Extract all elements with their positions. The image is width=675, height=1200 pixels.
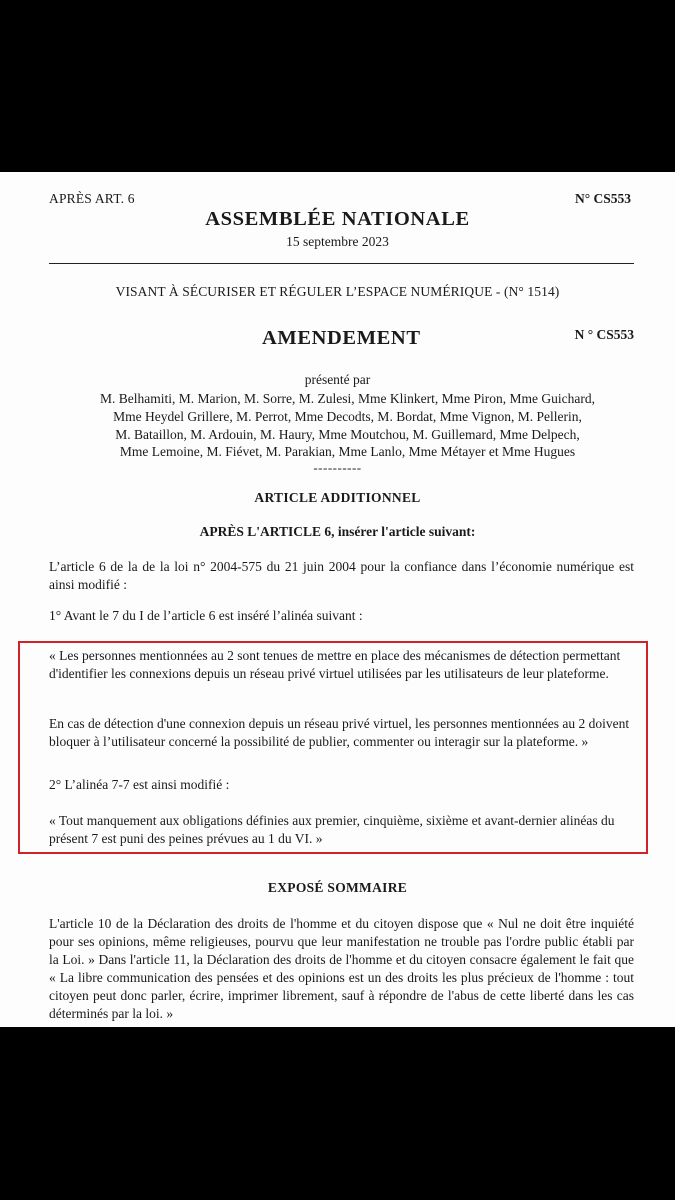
insert-instruction: APRÈS L'ARTICLE 6, insérer l'article suivant: (199, 524, 476, 539)
paragraph-intro: L’article 6 de la de la loi n° 2004-575 du 21 juin 2004 pour la confiance dans l’économie numérique est ainsi modifié : (49, 559, 634, 592)
section-reference: APRÈS ART. 6 (49, 191, 135, 206)
highlight-quote-2: En cas de détection d'une connexion depuis un réseau privé virtuel, les personnes mentionnées au 2 doivent bloquer à l’utilisateur concerné la possibilité de publier, commenter ou interagir sur la plateforme. » (49, 716, 630, 749)
document-date: 15 septembre 2023 (286, 234, 389, 249)
authors-line: Mme Lemoine, M. Fiévet, M. Parakian, Mme Lanlo, Mme Métayer et Mme Hugues (119, 444, 576, 460)
paragraph-1: 1° Avant le 7 du I de l’article 6 est inséré l’alinéa suivant : (49, 608, 363, 623)
authors-list (60, 390, 635, 461)
amendment-title: AMENDEMENT (262, 327, 421, 349)
separator: ---------- (313, 460, 362, 475)
amendment-number-top: N° CS553 (574, 191, 631, 206)
highlight-paragraph-2: 2° L’alinéa 7-7 est ainsi modifié : (49, 777, 230, 792)
bill-subject: VISANT À SÉCURISER ET RÉGULER L’ESPACE NUMÉRIQUE - (N° 1514) (115, 284, 560, 299)
article-heading: ARTICLE ADDITIONNEL (254, 490, 421, 505)
summary-heading: EXPOSÉ SOMMAIRE (267, 880, 408, 895)
presented-by: présenté par (304, 372, 371, 387)
authors-line: M. Bataillon, M. Ardouin, M. Haury, Mme Moutchou, M. Guillemard, Mme Delpech, (115, 426, 580, 442)
highlight-quote-1: « Les personnes mentionnées au 2 sont tenues de mettre en place des mécanismes de détection permettant d'identifier les connexions depuis un réseau privé virtuel utilisées par les utilisateurs de leur plateforme. (49, 648, 621, 681)
authors-line: M. Belhamiti, M. Marion, M. Sorre, M. Zulesi, Mme Klinkert, Mme Piron, Mme Guichard, (100, 391, 595, 406)
summary-text: L'article 10 de la Déclaration des droits de l'homme et du citoyen dispose que « Nul ne doit être inquiété pour ses opinions, même religieuses, pourvu que leur manifestation ne trouble pas l'ordre public établi par la Loi. » Dans l'article 11, la Déclaration des droits de l'homme et du citoyen consacre également le fait que « La libre communication des pensées et des opinions est un des droits les plus précieux de l'homme : tout citoyen peut donc parler, écrire, imprimer librement, sauf à répondre de l'abus de cette liberté dans les cas déterminés par la loi. » (49, 916, 634, 1021)
document-page (0, 172, 675, 1027)
header-divider (49, 263, 634, 264)
amendment-number: N ° CS553 (574, 327, 634, 342)
authors-line: Mme Heydel Grillere, M. Perrot, Mme Decodts, M. Bordat, Mme Vignon, M. Pellerin, (113, 408, 582, 424)
assembly-title: ASSEMBLÉE NATIONALE (205, 208, 470, 230)
highlight-quote-3: « Tout manquement aux obligations définies aux premier, cinquième, sixième et avant-dernier alinéas du présent 7 est puni des peines prévues au 1 du VI. » (49, 813, 615, 846)
